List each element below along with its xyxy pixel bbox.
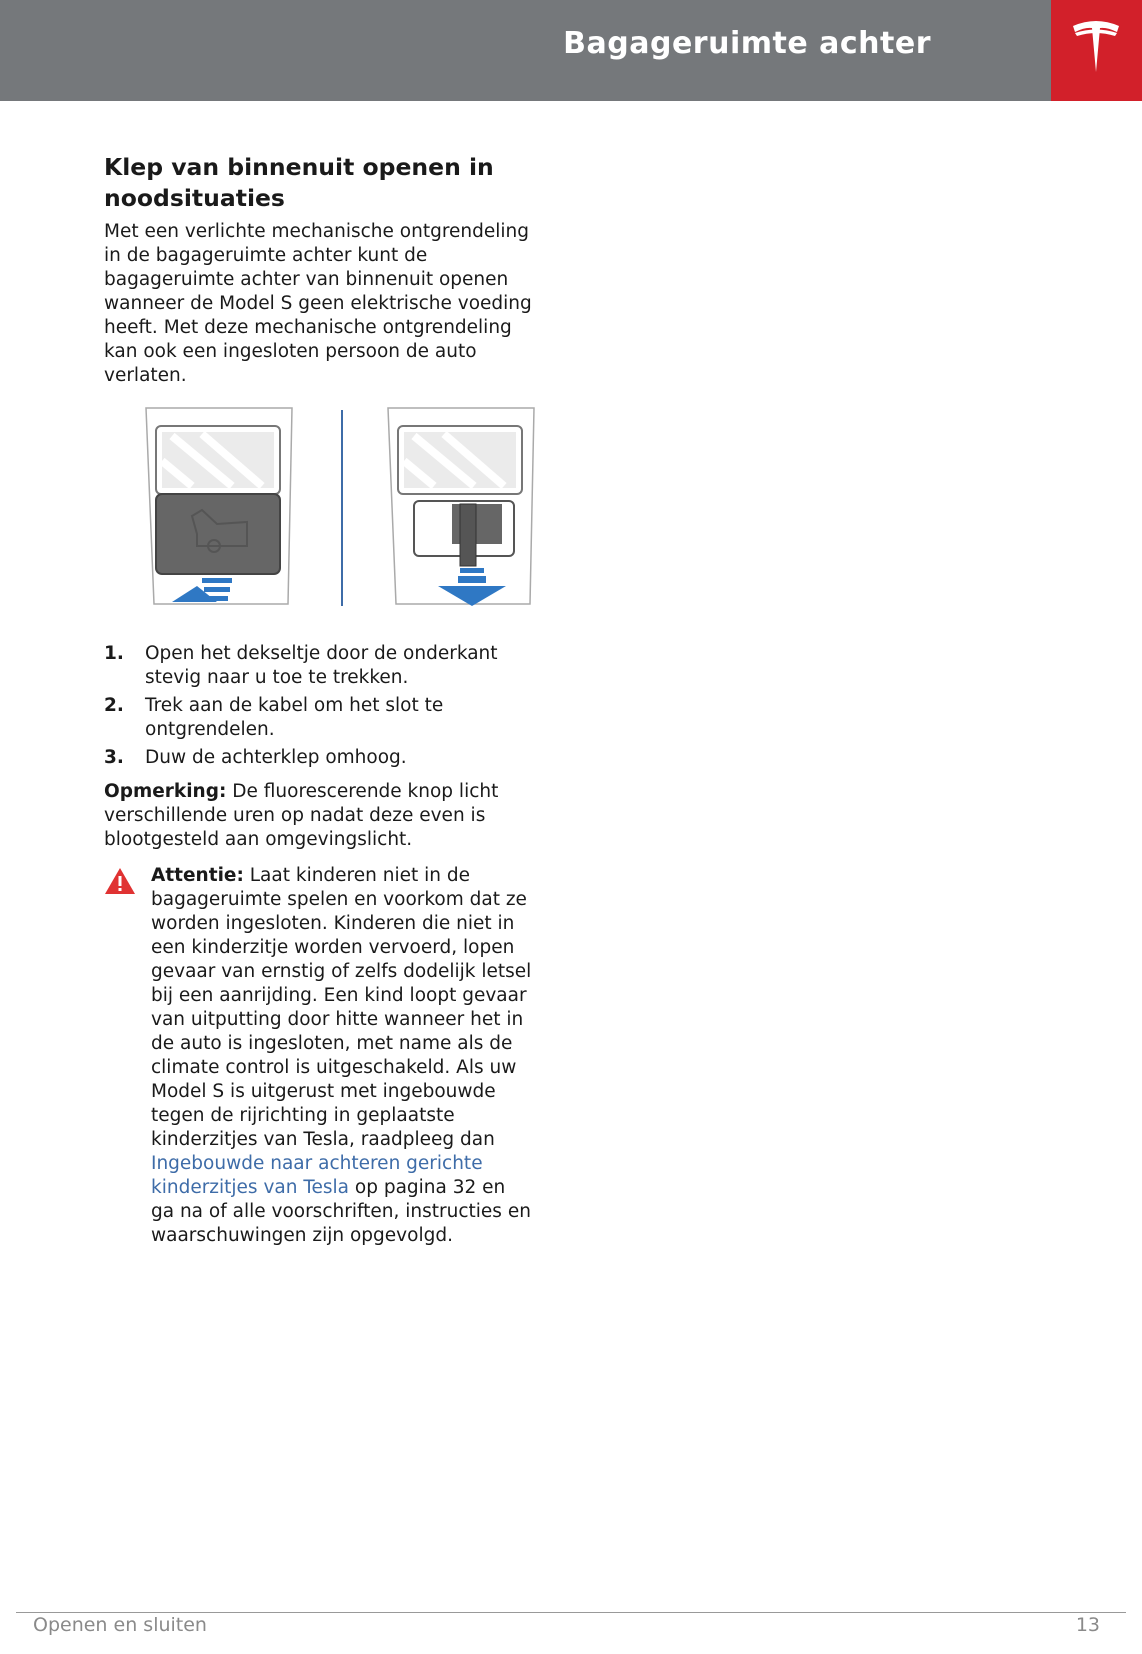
text-line [104, 780, 574, 804]
page-header-title: Bagageruimte achter [563, 26, 931, 61]
text-line [151, 864, 574, 888]
main-content [104, 152, 574, 1248]
text-line: verlaten. [104, 365, 187, 386]
note-label: Opmerking: [104, 781, 227, 802]
text-line: van uitputting door hitte wanneer het in [151, 1009, 524, 1030]
intro-paragraph [104, 220, 574, 388]
tesla-t-icon [1051, 0, 1142, 101]
text-line: blootgesteld aan omgevingslicht. [104, 829, 413, 850]
step-number: 3. [104, 747, 124, 768]
text-line: verschillende uren op nadat deze even is [104, 805, 486, 826]
header-bar [0, 0, 1051, 101]
footer-section-name: Openen en sluiten [33, 1614, 207, 1636]
warning-block [104, 864, 574, 1248]
text-line: een kinderzitje worden vervoerd, lopen [151, 937, 515, 958]
text-line: waarschuwingen zijn opgevolgd. [151, 1225, 453, 1246]
text-line: kan ook een ingesloten persoon de auto [104, 341, 477, 362]
text-line: in de bagageruimte achter kunt de [104, 245, 428, 266]
text-line: worden ingesloten. Kinderen die niet in [151, 913, 515, 934]
emergency-release-illustration [142, 406, 542, 616]
section-heading [104, 152, 574, 214]
text-line: tegen de rijrichting in geplaatste [151, 1105, 455, 1126]
text-line: bij een aanrijding. Een kind loopt gevaar [151, 985, 527, 1006]
warning-text: Laat kinderen niet in de [243, 865, 470, 886]
text-line: ontgrendelen. [145, 719, 275, 740]
text-line: kinderzitjes van Tesla, raadpleeg dan [151, 1129, 495, 1150]
tesla-logo [1051, 0, 1142, 101]
text-line: Open het dekseltje door de onderkant [145, 643, 498, 664]
step-list [104, 642, 574, 770]
warning-text: op pagina 32 en [349, 1177, 506, 1198]
note-paragraph [104, 780, 574, 852]
step-number: 2. [104, 695, 124, 716]
page-number: 13 [1075, 1614, 1100, 1636]
step-item [104, 746, 574, 770]
warning-triangle-icon [104, 867, 136, 895]
text-line: heeft. Met deze mechanische ontgrendeling [104, 317, 512, 338]
text-line: ga na of alle voorschriften, instructies en [151, 1201, 531, 1222]
text-line: Trek aan de kabel om het slot te [145, 695, 444, 716]
step-item [104, 694, 574, 742]
text-line: wanneer de Model S geen elektrische voeding [104, 293, 532, 314]
text-line: bagageruimte spelen en voorkom dat ze [151, 889, 527, 910]
child-seat-link[interactable]: Ingebouwde naar achteren gerichte [151, 1153, 483, 1174]
text-line [151, 1152, 574, 1176]
text-line: gevaar van ernstig of zelfs dodelijk letsel [151, 961, 532, 982]
text-line: bagageruimte achter van binnenuit openen [104, 269, 509, 290]
text-line: Duw de achterklep omhoog. [145, 747, 407, 768]
step-number: 1. [104, 643, 124, 664]
text-line: stevig naar u toe te trekken. [145, 667, 409, 688]
step-item [104, 642, 574, 690]
text-line: climate control is uitgeschakeld. Als uw [151, 1057, 517, 1078]
warning-label: Attentie: [151, 865, 244, 886]
text-line: Model S is uitgerust met ingebouwde [151, 1081, 496, 1102]
text-line: de auto is ingesloten, met name als de [151, 1033, 513, 1054]
text-line [151, 1176, 574, 1200]
child-seat-link-cont[interactable]: kinderzitjes van Tesla [151, 1177, 349, 1198]
heading-line: noodsituaties [104, 184, 285, 212]
text-line: Met een verlichte mechanische ontgrendeling [104, 221, 529, 242]
heading-line: Klep van binnenuit openen in [104, 153, 494, 181]
footer-divider [16, 1612, 1126, 1613]
note-text: De fluorescerende knop licht [226, 781, 499, 802]
panel-open-illustration [388, 408, 534, 606]
panel-closed-illustration [146, 408, 292, 604]
